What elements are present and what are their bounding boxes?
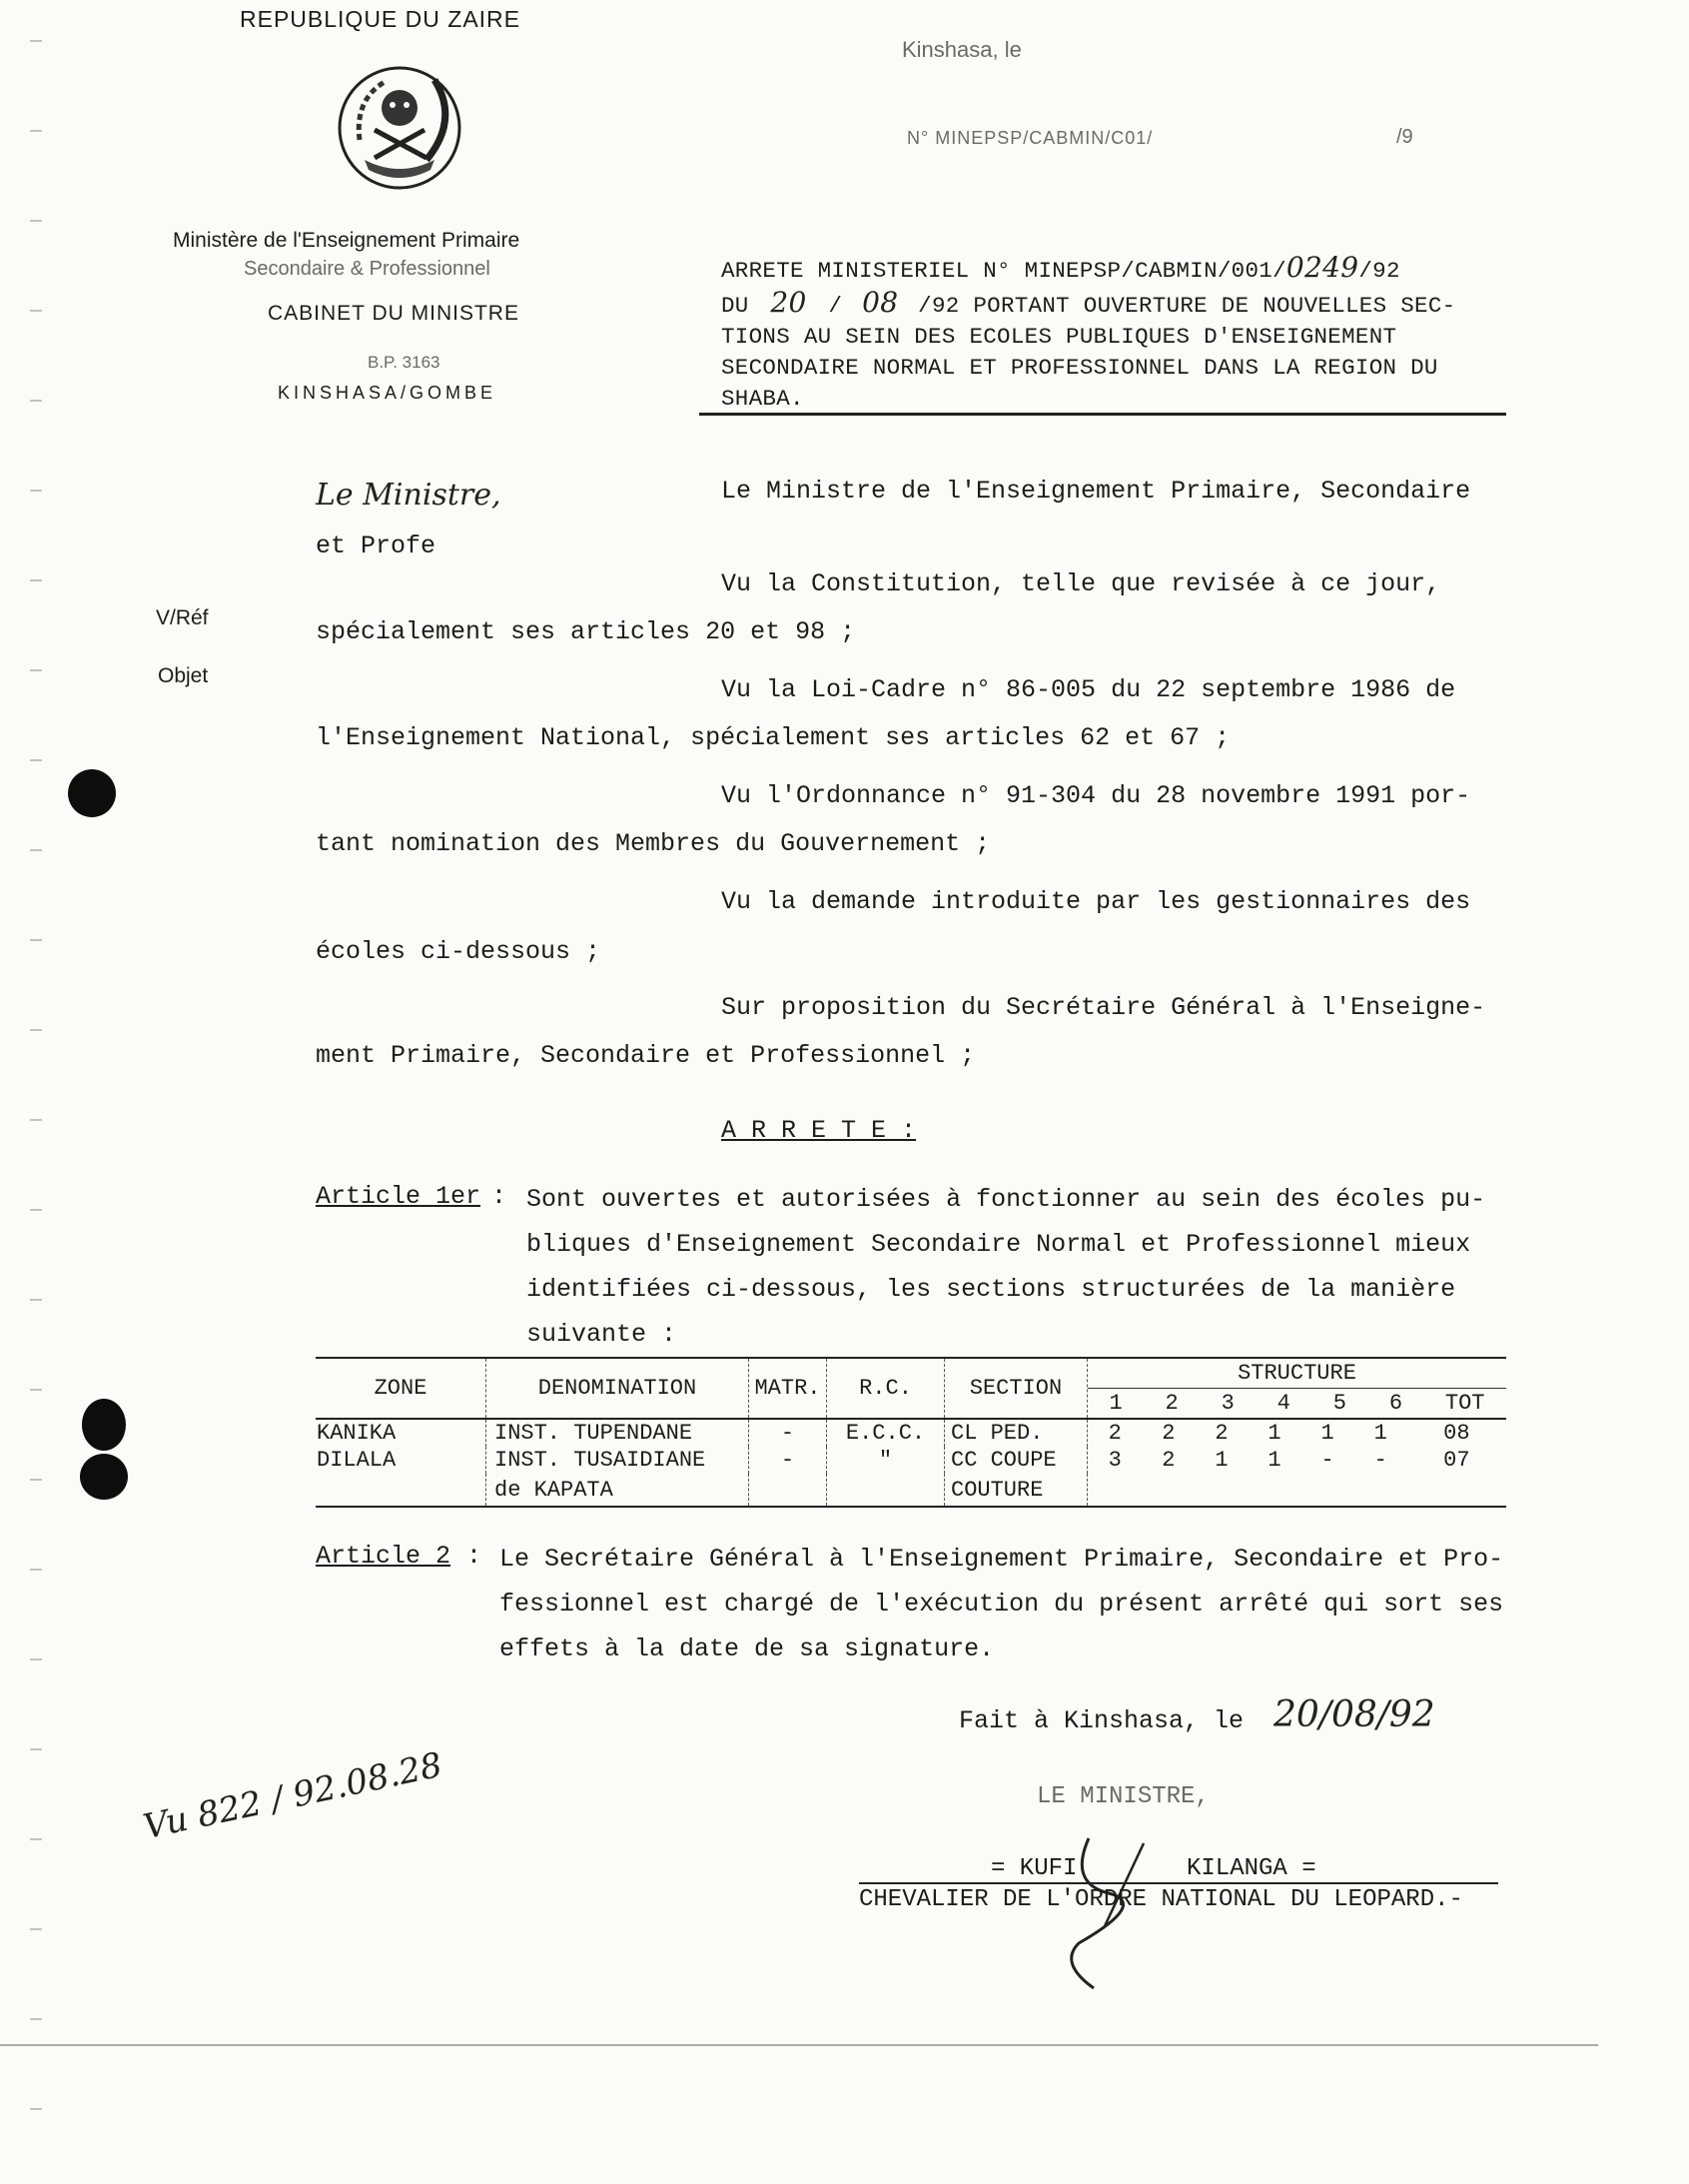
vu-constitution-b: spécialement ses articles 20 et 98 ;: [316, 617, 856, 646]
cell-year-6: 1: [1373, 1421, 1387, 1446]
cell-matr: -: [749, 1447, 827, 1474]
decree-day-handwritten: 20: [770, 286, 807, 319]
cell-year-2: [1142, 1474, 1195, 1507]
vref-label: V/Réf: [156, 606, 209, 629]
vu-demande-b: écoles ci-dessous ;: [316, 937, 601, 966]
cell-year-1: 2: [1088, 1419, 1143, 1447]
arrete-heading: A R R E T E :: [721, 1116, 917, 1145]
cell-total: 08: [1443, 1421, 1470, 1446]
title-underline: [699, 413, 1506, 416]
cell-year-4: 1: [1267, 1448, 1281, 1473]
year-6-header: 6: [1388, 1391, 1403, 1416]
article2-line1: Le Secrétaire Général à l'Enseignement Primaire, Secondaire et Pro-: [499, 1545, 1504, 1574]
decree-month-handwritten: 08: [862, 286, 899, 319]
cell-year-3: [1195, 1474, 1248, 1507]
proposition-a: Sur proposition du Secrétaire Général à l'Enseigne-: [721, 993, 1486, 1022]
ministry-name-line2: Secondaire & Professionnel: [244, 258, 490, 280]
objet-label: Objet: [158, 664, 209, 687]
decree-date-prefix: DU: [721, 293, 749, 319]
col-zone: ZONE: [374, 1376, 427, 1401]
reference-number: N° MINEPSP/CABMIN/C01/: [907, 128, 1154, 148]
cell-section: CL PED.: [945, 1419, 1088, 1447]
article2-line2: fessionnel est chargé de l'exécution du présent arrêté qui sort ses: [499, 1590, 1504, 1619]
cell-zone: [316, 1474, 486, 1507]
structure-title: STRUCTURE: [1088, 1359, 1506, 1389]
city-label: KINSHASA/GOMBE: [278, 383, 497, 403]
cell-denomination: de KAPATA: [486, 1474, 749, 1507]
article1-body: [526, 1177, 1485, 1357]
decree-title-line5: SHABA.: [721, 386, 804, 412]
ministry-name-line1: Ministère de l'Enseignement Primaire: [173, 229, 520, 252]
decree-title-line3: TIONS AU SEIN DES ECOLES PUBLIQUES D'ENSEIGNEMENT: [721, 324, 1397, 350]
year-1-header: 1: [1109, 1391, 1123, 1416]
cell-denomination: INST. TUSAIDIANE: [486, 1447, 749, 1474]
year-2-header: 2: [1165, 1391, 1179, 1416]
article1-line4: suivante :: [526, 1320, 677, 1349]
article1-line1: Sont ouvertes et autorisées à fonctionner au sein des écoles pu-: [526, 1185, 1486, 1214]
minister-name-right: KILANGA =: [1187, 1855, 1316, 1882]
year-3-header: 3: [1221, 1391, 1235, 1416]
republic-name: REPUBLIQUE DU ZAIRE: [240, 6, 520, 32]
vu-ordonnance-a: Vu l'Ordonnance n° 91-304 du 28 novembre 1991 por-: [721, 781, 1471, 810]
cell-matr: [749, 1474, 827, 1507]
cell-year-4: [1248, 1474, 1300, 1507]
le-ministre-signatory: LE MINISTRE,: [1037, 1783, 1210, 1810]
col-section: SECTION: [945, 1358, 1088, 1419]
cell-rc: [827, 1474, 945, 1507]
cell-year-1: [1088, 1474, 1143, 1507]
decree-title-line4: SECONDAIRE NORMAL ET PROFESSIONNEL DANS LA REGION DU: [721, 355, 1438, 381]
cell-rc: ": [827, 1447, 945, 1474]
table-row: [316, 1419, 1506, 1447]
table-header-row: [316, 1358, 1506, 1419]
decree-number-print: ARRETE MINISTERIEL N° MINEPSP/CABMIN/001/: [721, 258, 1286, 284]
col-rc: R.C.: [827, 1358, 945, 1419]
cell-year-3: 2: [1215, 1421, 1229, 1446]
cell-year-5: [1301, 1474, 1354, 1507]
cell-matr: -: [749, 1419, 827, 1447]
cell-zone: KANIKA: [317, 1421, 397, 1446]
punch-hole-lower: [80, 1454, 128, 1500]
decree-title-line1: [721, 252, 1510, 287]
cell-total: [1407, 1474, 1506, 1507]
vu-demande-a: Vu la demande introduite par les gestionnaires des: [721, 887, 1471, 916]
sections-table: [316, 1357, 1506, 1508]
intro-left: et Profe: [316, 532, 436, 560]
decree-number-year: /92: [1358, 258, 1400, 284]
cell-total: 07: [1443, 1448, 1470, 1473]
decree-title: [721, 252, 1510, 415]
decree-date-slash: /: [828, 293, 843, 319]
col-denomination: DENOMINATION: [486, 1358, 749, 1419]
cell-year-5: -: [1320, 1448, 1334, 1473]
cabinet-label: CABINET DU MINISTRE: [268, 302, 519, 325]
reference-year: /9: [1396, 126, 1413, 148]
handwritten-registration-note: Vu 822 / 92.08.28: [140, 1744, 446, 1848]
article2-label: Article 2: [316, 1542, 451, 1571]
cell-zone: DILALA: [317, 1448, 397, 1473]
article1-separator: :: [491, 1182, 507, 1211]
fait-a-kinshasa: Fait à Kinshasa, le: [959, 1706, 1245, 1735]
minister-title: CHEVALIER DE L'ORDRE NATIONAL DU LEOPARD.-: [859, 1886, 1463, 1913]
cell-year-1: 3: [1088, 1447, 1143, 1474]
cell-year-3: 1: [1215, 1448, 1229, 1473]
cell-year-4: 1: [1267, 1421, 1281, 1446]
fait-date-handwritten: 20/08/92: [1273, 1694, 1435, 1735]
postal-box: B.P. 3163: [368, 353, 440, 372]
intro-right: Le Ministre de l'Enseignement Primaire, Secondaire: [721, 477, 1471, 506]
article2-line3: effets à la date de sa signature.: [499, 1635, 995, 1663]
article1-line3: identifiées ci-dessous, les sections structurées de la manière: [526, 1275, 1456, 1304]
signature-rule: [859, 1882, 1498, 1884]
left-margin-noise: [30, 0, 42, 2184]
vu-loi-cadre-a: Vu la Loi-Cadre n° 86-005 du 22 septembre 1986 de: [721, 675, 1456, 704]
punch-hole-top: [68, 769, 116, 817]
decree-title-line2: [721, 287, 1510, 322]
table-row: [316, 1474, 1506, 1507]
cell-year-5: 1: [1320, 1421, 1334, 1446]
year-4-header: 4: [1276, 1391, 1290, 1416]
article2-separator: :: [466, 1542, 482, 1571]
place-date-header: Kinshasa, le: [902, 37, 1022, 62]
punch-hole-middle: [82, 1399, 126, 1451]
col-structure: [1088, 1358, 1507, 1419]
vu-constitution-a: Vu la Constitution, telle que revisée à ce jour,: [721, 569, 1441, 598]
cell-denomination: INST. TUPENDANE: [486, 1419, 749, 1447]
article1-label: Article 1er: [316, 1182, 481, 1211]
article1-line2: bliques d'Enseignement Secondaire Normal et Professionnel mieux: [526, 1230, 1471, 1259]
table-row: [316, 1447, 1506, 1474]
cell-rc: E.C.C.: [827, 1419, 945, 1447]
structure-years: [1088, 1389, 1506, 1418]
cell-section: COUTURE: [945, 1474, 1088, 1507]
cell-section: CC COUPE: [945, 1447, 1088, 1474]
decree-title-line2-rest: /92 PORTANT OUVERTURE DE NOUVELLES SEC-: [918, 293, 1456, 319]
year-5-header: 5: [1332, 1391, 1346, 1416]
minister-name-left: = KUFI: [991, 1855, 1078, 1882]
bottom-rule: [0, 2044, 1598, 2046]
cell-year-2: 2: [1162, 1448, 1176, 1473]
cell-year-2: 2: [1162, 1421, 1176, 1446]
decree-number-handwritten: 0249: [1285, 251, 1359, 284]
le-ministre-handwritten: Le Ministre,: [316, 478, 501, 513]
total-header: TOT: [1444, 1391, 1485, 1416]
cell-year-6: [1354, 1474, 1407, 1507]
vu-loi-cadre-b: l'Enseignement National, spécialement ses articles 62 et 67 ;: [316, 723, 1231, 752]
coat-of-arms-emblem: [335, 60, 464, 190]
proposition-b: ment Primaire, Secondaire et Professionnel ;: [316, 1041, 976, 1070]
article2-body: [499, 1537, 1503, 1671]
col-matr: MATR.: [749, 1358, 827, 1419]
vu-ordonnance-b: tant nomination des Membres du Gouvernement ;: [316, 829, 991, 858]
sections-table-grid: [316, 1357, 1506, 1508]
cell-year-6: -: [1373, 1448, 1387, 1473]
